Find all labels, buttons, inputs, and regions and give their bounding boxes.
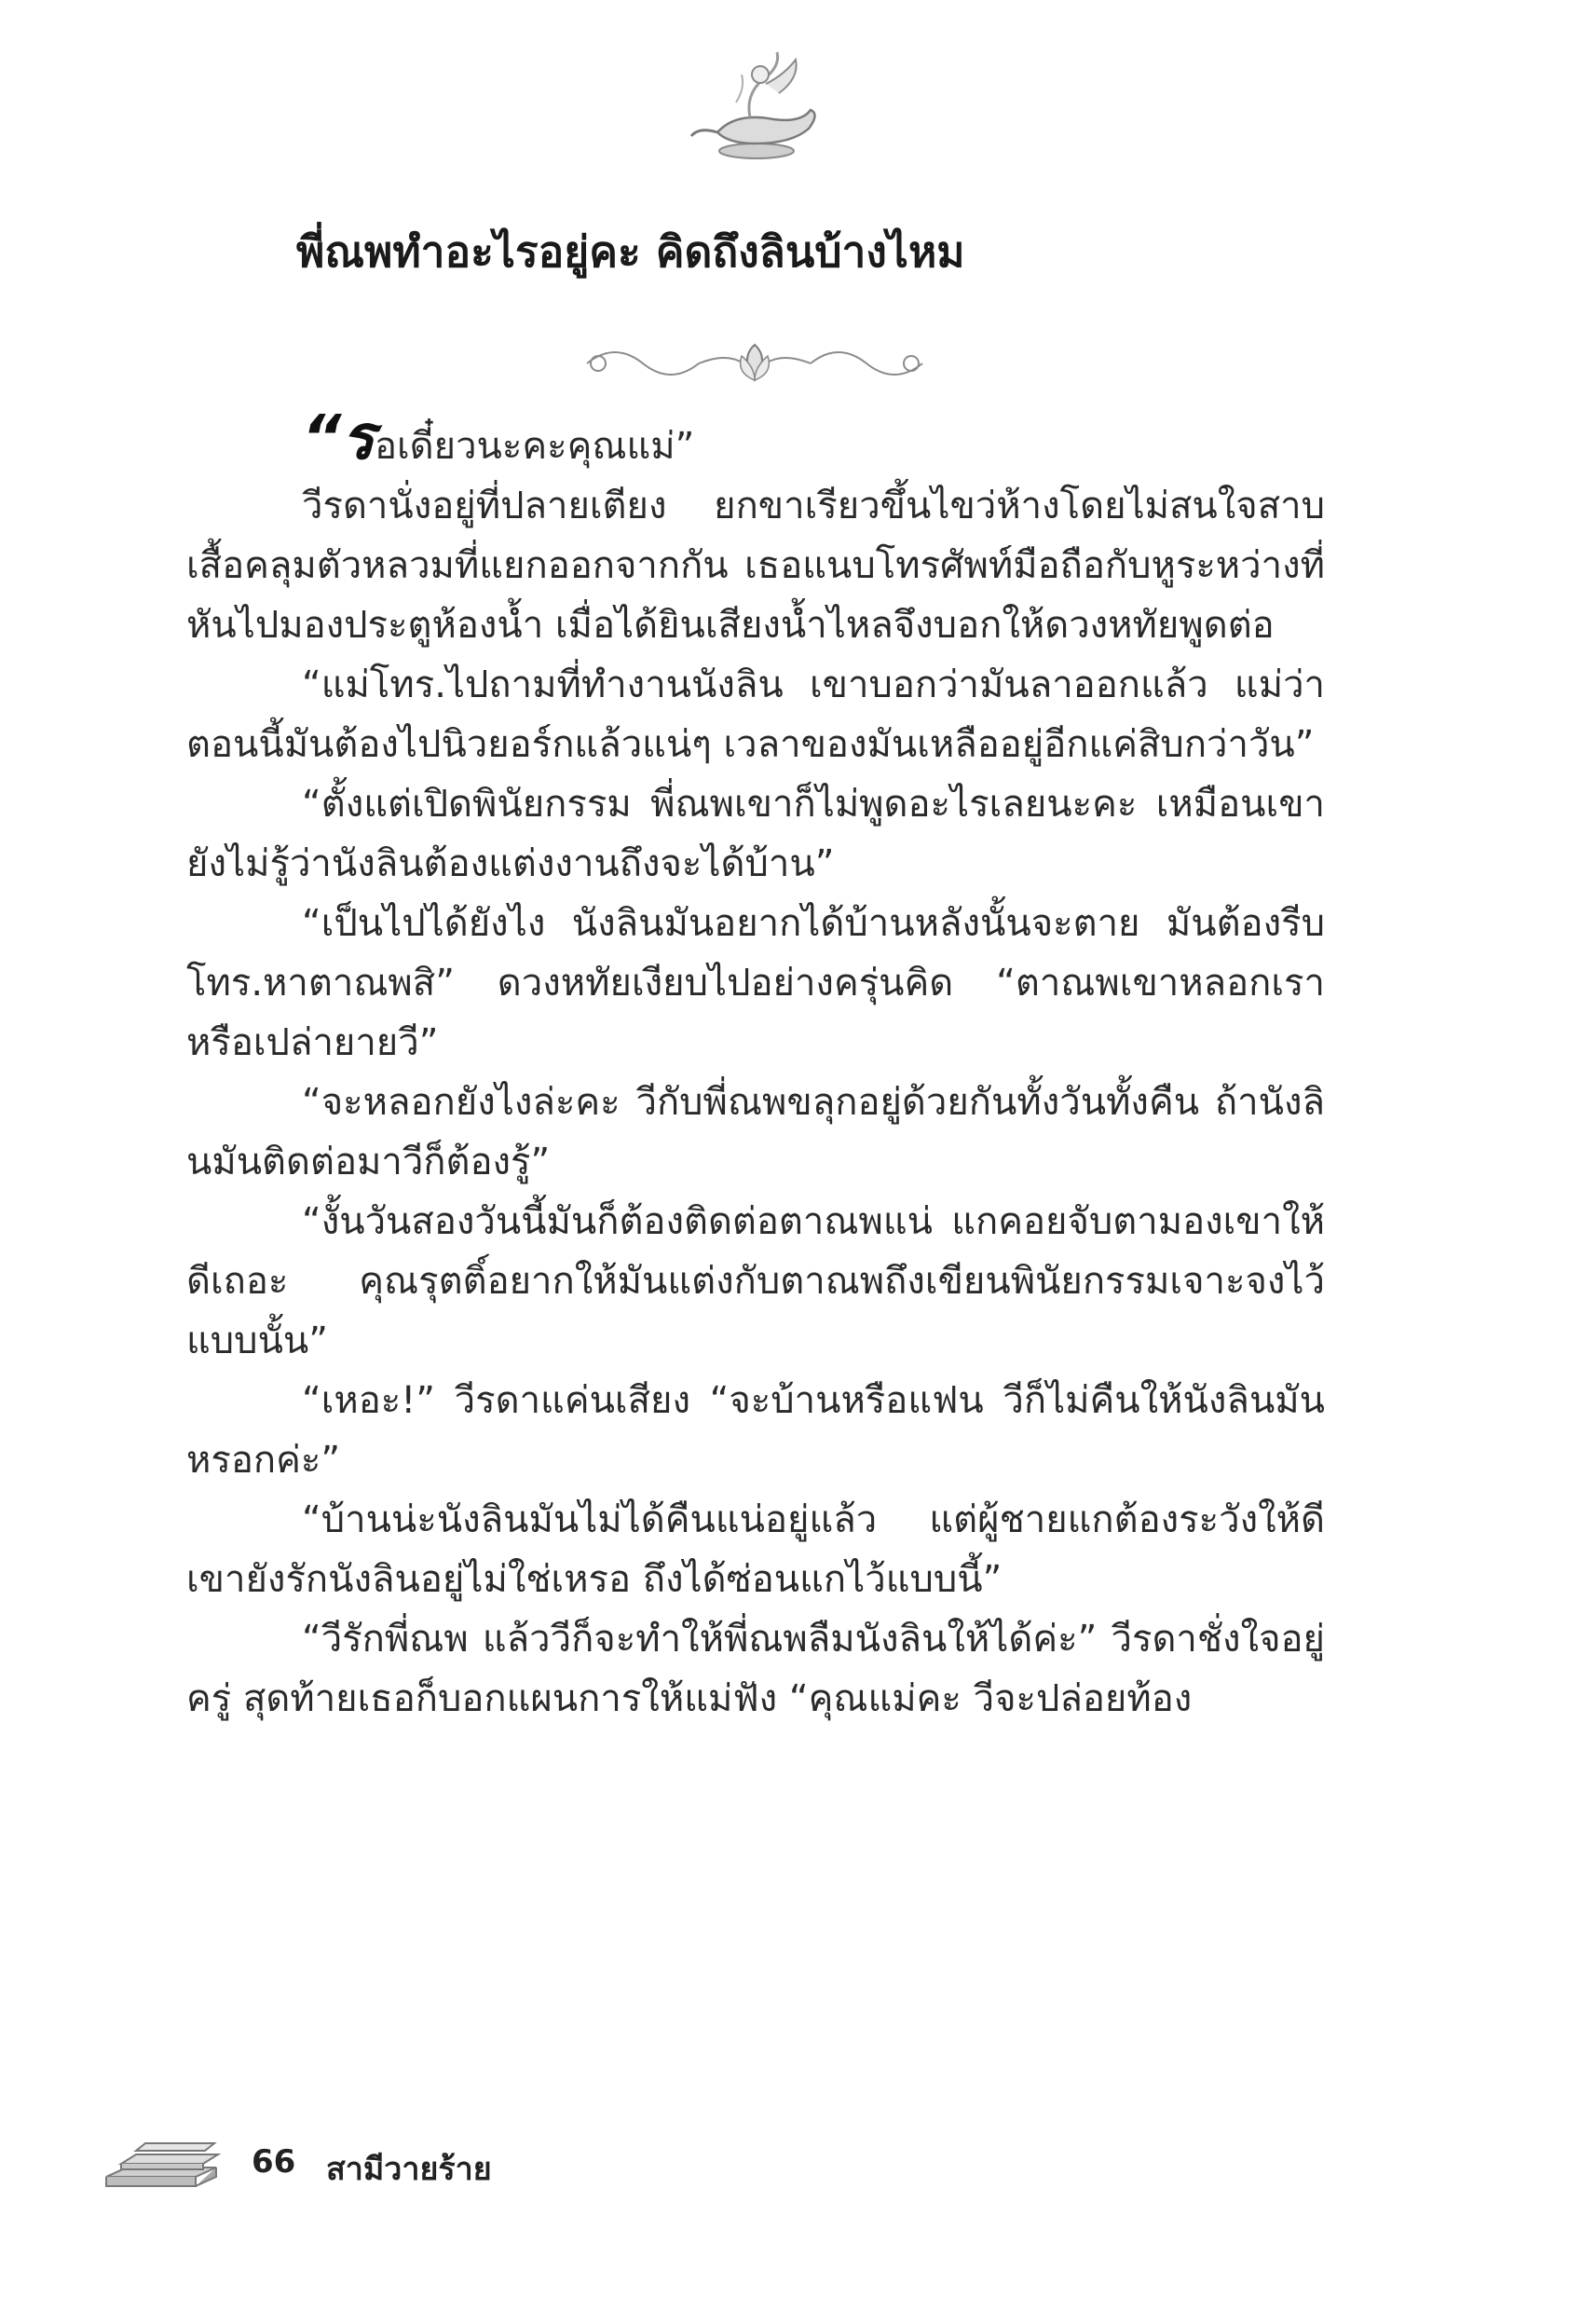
story-paragraph: “เหอะ!” วีรดาแค่นเสียง “จะบ้านหรือแฟน วีก็ไม่คืนให้นังลินมันหรอกค่ะ” <box>186 1379 1325 1482</box>
story-text <box>186 402 1325 1729</box>
chapter-heading: พี่ณพทำอะไรอยู่คะ คิดถึงลินบ้างไหม <box>296 226 965 277</box>
story-paragraph: “แม่โทร.ไปถามที่ทำงานนังลิน เขาบอกว่ามันลาออกแล้ว แม่ว่าตอนนี้มันต้องไปนิวยอร์กแล้วแน่ๆ เวลาของมันเหลืออยู่อีกแค่สิบกว่าวัน” <box>186 663 1325 766</box>
story-paragraph: “ตั้งแต่เปิดพินัยกรรม พี่ณพเขาก็ไม่พูดอะไรเลยนะคะ เหมือนเขายังไม่รู้ว่านังลินต้องแต่งงานถึงจะได้บ้าน” <box>186 783 1325 885</box>
genie-lamp-icon <box>680 47 829 168</box>
page-footer <box>102 2134 755 2199</box>
story-paragraph: “รอเดี๋ยวนะคะคุณแม่” <box>302 402 695 473</box>
story-paragraph: “บ้านน่ะนังลินมันไม่ได้คืนแน่อยู่แล้ว แต่ผู้ชายแกต้องระวังให้ดีเขายังรักนังลินอยู่ไม่ใช่เหรอ ถึงได้ซ่อนแกไว้แบบนี้” <box>186 1498 1325 1601</box>
book-title: สามีวายร้าย <box>326 2151 492 2188</box>
story-paragraph: “จะหลอกยังไงล่ะคะ วีกับพี่ณพขลุกอยู่ด้วยกันทั้งวันทั้งคืน ถ้านังลินมันติดต่อมาวีก็ต้องรู้” <box>186 1081 1325 1183</box>
stacked-books-icon <box>102 2136 224 2192</box>
page-number: 66 <box>252 2143 296 2181</box>
floral-ornament-icon <box>578 335 932 391</box>
story-paragraph: “งั้นวันสองวันนี้มันก็ต้องติดต่อตาณพแน่ แกคอยจับตามองเขาให้ดีเถอะ คุณรุตติ์อยากให้มันแต่งกับตาณพถึงเขียนพินัยกรรมเจาะจงไว้แบบนั้น” <box>186 1200 1325 1362</box>
story-paragraph: วีรดานั่งอยู่ที่ปลายเตียง ยกขาเรียวขึ้นไขว่ห้างโดยไม่สนใจสาบเสื้อคลุมตัวหลวมที่แยกออกจากกัน เธอแนบโทรศัพท์มือถือกับหูระหว่างที่หันไปมองประตูห้องน้ำ เมื่อได้ยินเสียงน้ำไหลจึงบอกให้ดวงหทัยพูดต่อ <box>186 485 1325 647</box>
story-paragraph: “วีรักพี่ณพ แล้ววีก็จะทำให้พี่ณพลืมนังลินให้ได้ค่ะ” วีรดาชั่งใจอยู่ครู่ สุดท้ายเธอก็บอกแผนการให้แม่ฟัง “คุณแม่คะ วีจะปล่อยท้อง <box>186 1618 1325 1720</box>
drop-cap: “ร <box>302 402 375 473</box>
story-paragraph: “เป็นไปได้ยังไง นังลินมันอยากได้บ้านหลังนั้นจะตาย มันต้องรีบโทร.หาตาณพสิ” ดวงหทัยเงียบไปอย่างครุ่นคิด “ตาณพเขาหลอกเราหรือเปล่ายายวี” <box>186 902 1325 1064</box>
